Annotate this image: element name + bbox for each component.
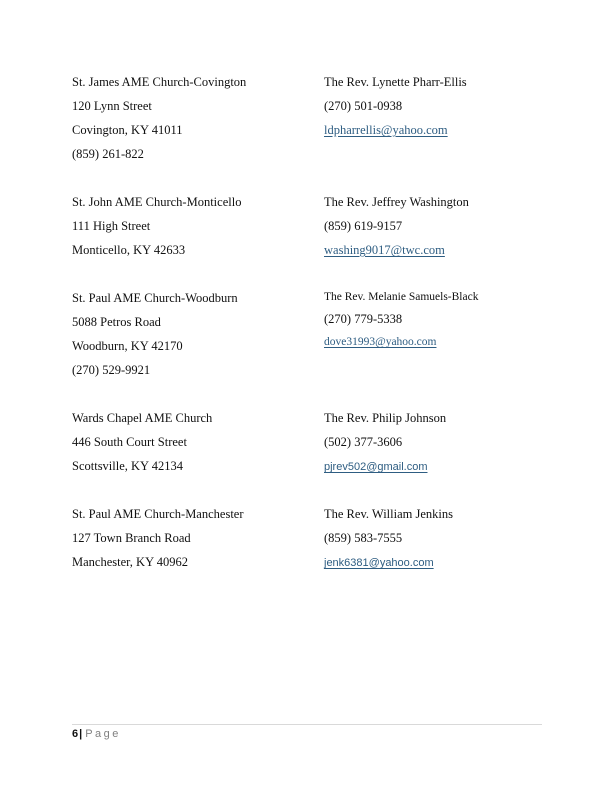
pastor-phone: (270) 779-5338: [324, 312, 403, 326]
church-address: 127 Town Branch Road: [72, 531, 191, 545]
church-name: St. Paul AME Church-Woodburn: [72, 291, 238, 305]
church-info: [72, 190, 324, 262]
church-city: Scottsville, KY 42134: [72, 459, 183, 473]
church-address: 120 Lynn Street: [72, 99, 152, 113]
page-footer: [72, 727, 121, 741]
church-entry: [72, 286, 542, 382]
church-info: [72, 502, 324, 574]
church-address: 446 South Court Street: [72, 435, 187, 449]
pastor-name: The Rev. Lynette Pharr-Ellis: [324, 75, 467, 89]
church-entry: [72, 70, 542, 166]
church-entry: [72, 502, 542, 574]
church-city: Manchester, KY 40962: [72, 555, 189, 569]
pastor-name: The Rev. Melanie Samuels-Black: [324, 291, 479, 303]
church-name: Wards Chapel AME Church: [72, 411, 213, 425]
page-number: 6: [72, 728, 79, 740]
footer-separator: |: [79, 728, 83, 740]
pastor-phone: (270) 501-0938: [324, 99, 403, 113]
church-name: St. Paul AME Church-Manchester: [72, 507, 244, 521]
pastor-info: [324, 70, 542, 166]
church-address: 111 High Street: [72, 219, 151, 233]
pastor-email-link[interactable]: jenk6381@yahoo.com: [324, 557, 434, 569]
pastor-name: The Rev. Jeffrey Washington: [324, 195, 469, 209]
church-info: [72, 70, 324, 166]
pastor-email-link[interactable]: ldpharrellis@yahoo.com: [324, 123, 448, 137]
church-directory: [72, 70, 542, 574]
church-info: [72, 406, 324, 478]
pastor-name: The Rev. Philip Johnson: [324, 411, 447, 425]
church-address: 5088 Petros Road: [72, 315, 161, 329]
pastor-phone: (859) 619-9157: [324, 219, 403, 233]
pastor-phone: (859) 583-7555: [324, 531, 403, 545]
pastor-info: [324, 502, 542, 574]
church-entry: [72, 190, 542, 262]
page-label: Page: [85, 728, 121, 740]
pastor-email-link[interactable]: washing9017@twc.com: [324, 243, 445, 257]
pastor-info: [324, 190, 542, 262]
pastor-name: The Rev. William Jenkins: [324, 507, 453, 521]
pastor-email-link[interactable]: dove31993@yahoo.com: [324, 336, 437, 348]
church-city: Woodburn, KY 42170: [72, 339, 183, 353]
church-city: Monticello, KY 42633: [72, 243, 186, 257]
pastor-phone: (502) 377-3606: [324, 435, 403, 449]
church-phone: (270) 529-9921: [72, 363, 151, 377]
pastor-info: [324, 406, 542, 478]
church-info: [72, 286, 324, 382]
church-city: Covington, KY 41011: [72, 123, 183, 137]
pastor-email-link[interactable]: pjrev502@gmail.com: [324, 461, 428, 473]
pastor-info: [324, 286, 542, 382]
footer-divider: [72, 724, 542, 725]
church-entry: [72, 406, 542, 478]
church-name: St. John AME Church-Monticello: [72, 195, 242, 209]
church-phone: (859) 261-822: [72, 147, 144, 161]
church-name: St. James AME Church-Covington: [72, 75, 247, 89]
